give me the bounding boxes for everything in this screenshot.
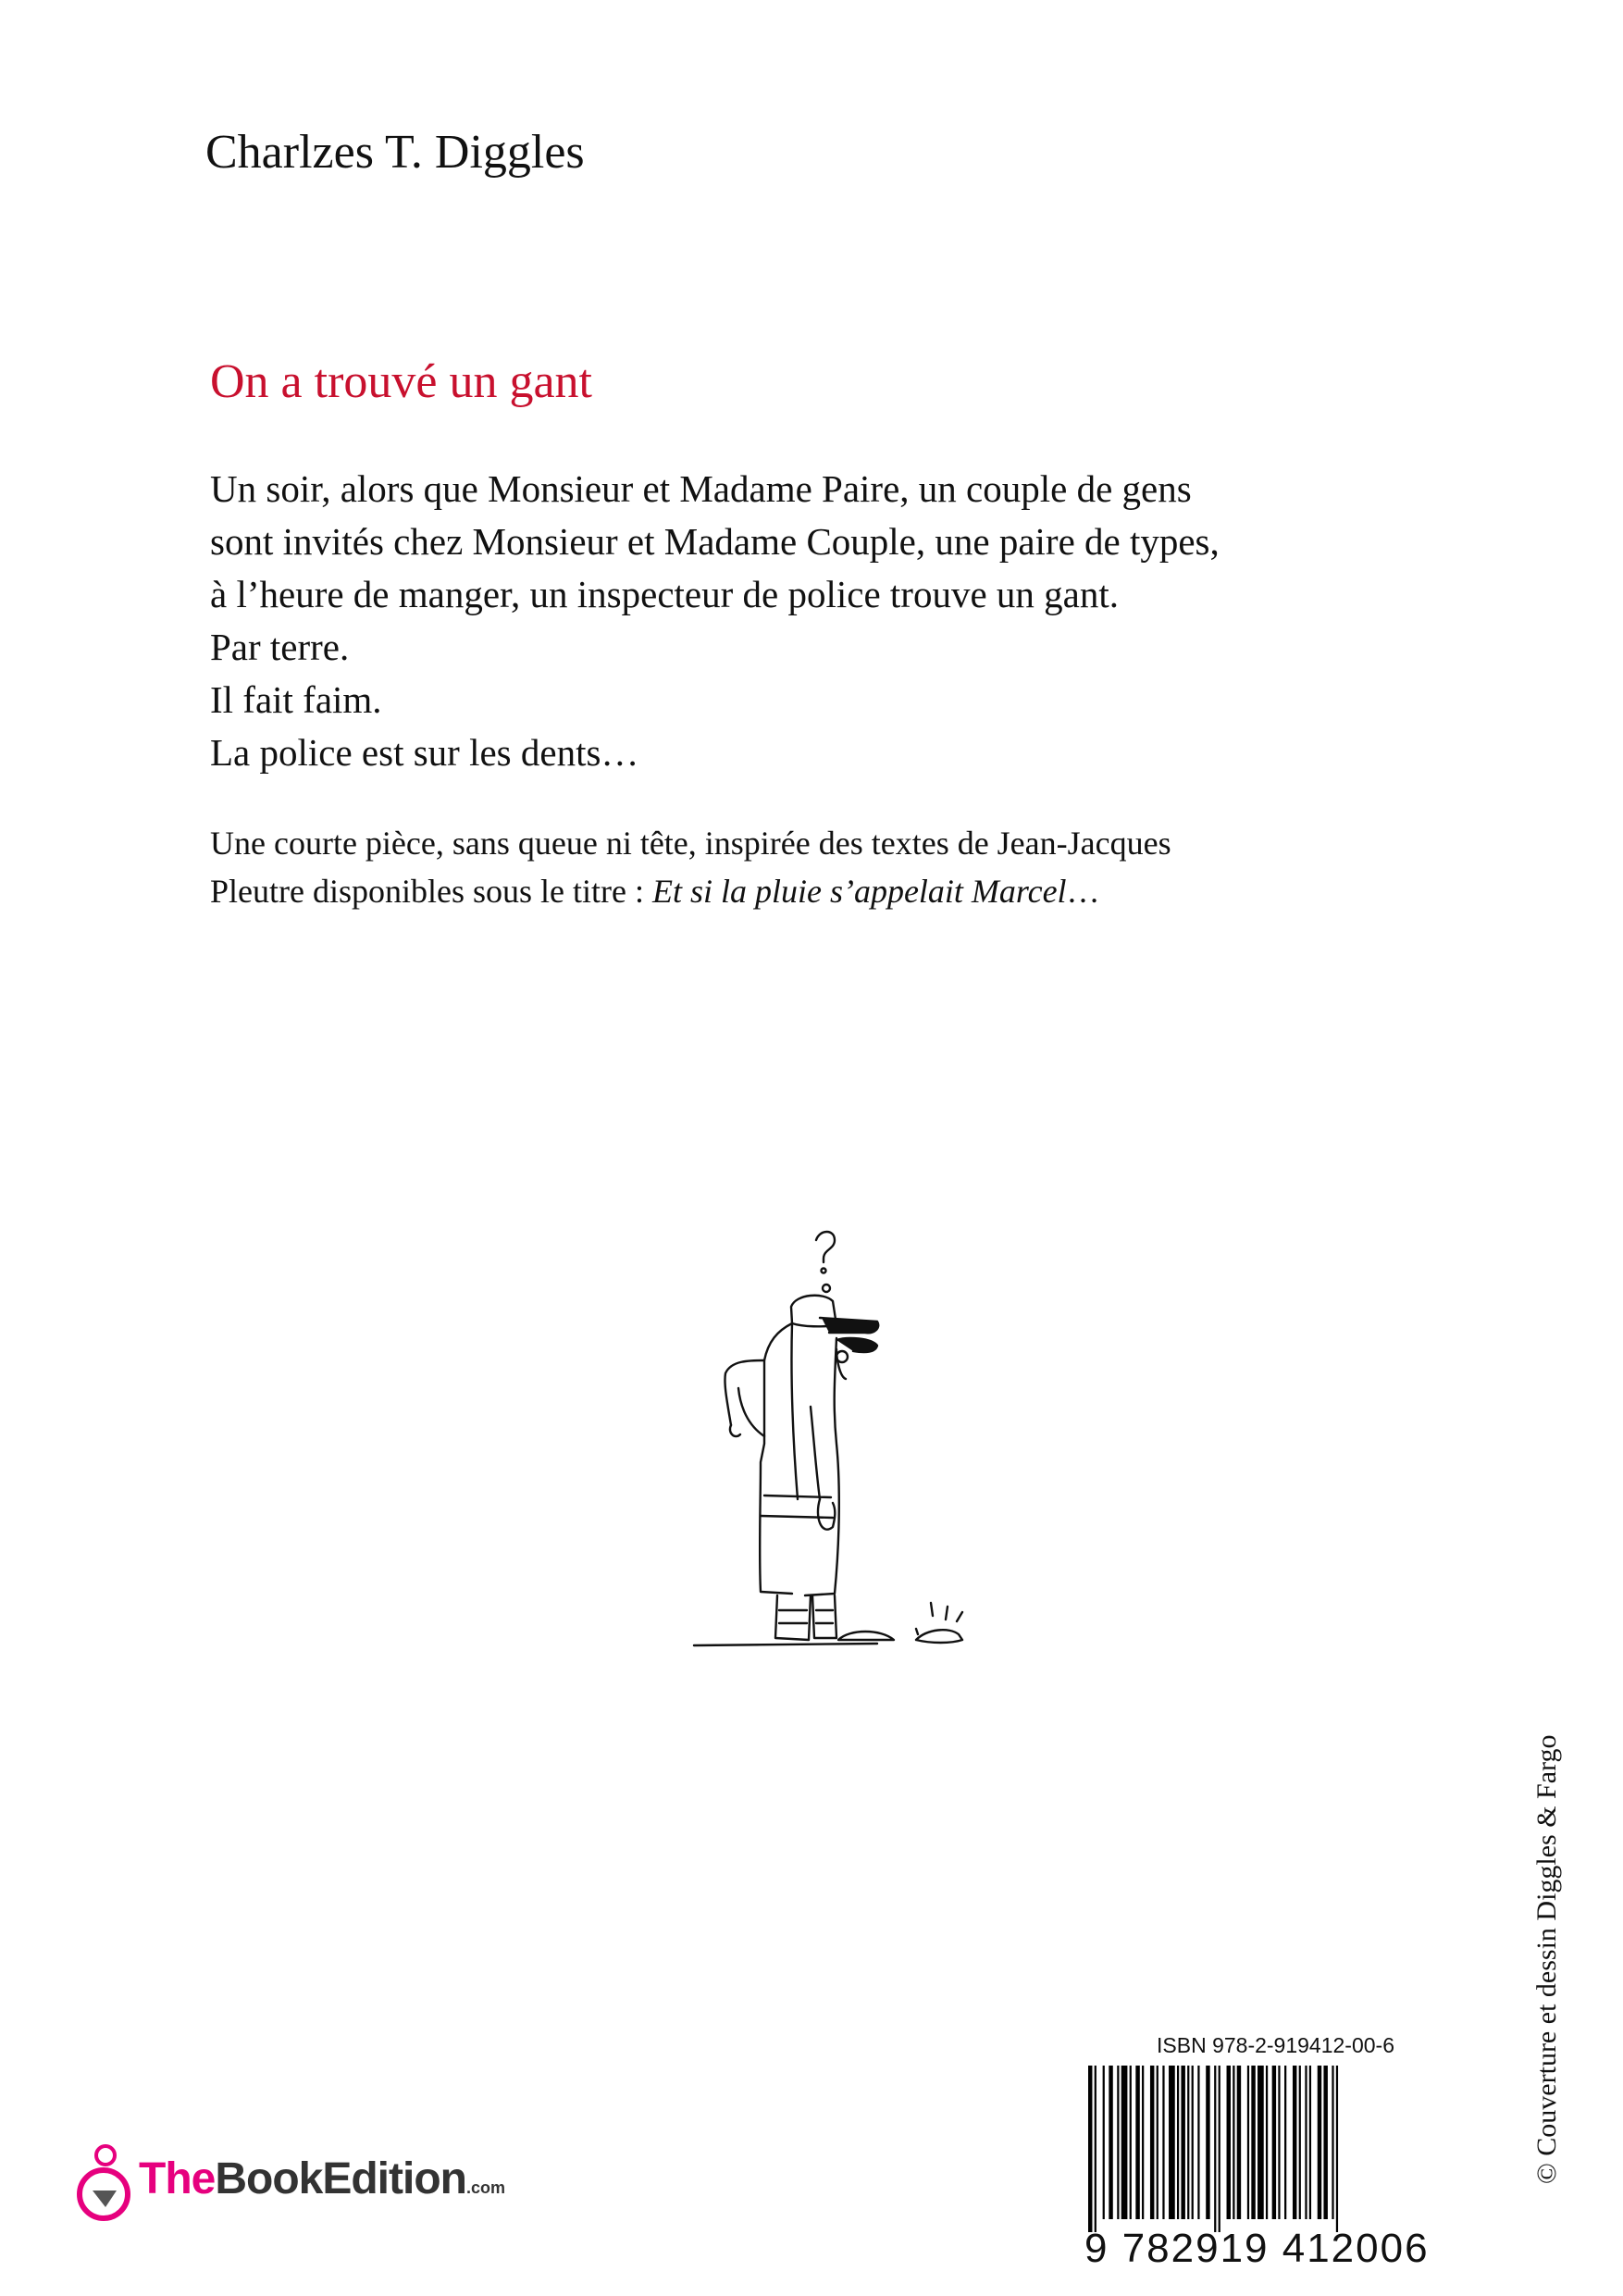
synopsis-line: Par terre. bbox=[210, 626, 350, 668]
author-name: Charlzes T. Diggles bbox=[205, 126, 585, 179]
publisher-name bbox=[139, 2153, 505, 2204]
synopsis-line: Un soir, alors que Monsieur et Madame Paire, un couple de gens bbox=[210, 467, 1192, 510]
question-mark-icon bbox=[816, 1232, 835, 1262]
note-ellipsis: … bbox=[1066, 873, 1100, 910]
note bbox=[210, 819, 1505, 915]
copyright-notice: © Couverture et dessin Diggles & Fargo bbox=[1531, 1734, 1562, 2184]
publisher-domain-suffix: .com bbox=[465, 2178, 505, 2197]
publisher-logo-icon bbox=[74, 2142, 133, 2226]
note-text: Pleutre disponibles sous le titre : bbox=[210, 873, 652, 910]
glove-icon bbox=[916, 1630, 962, 1643]
barcode bbox=[1084, 2066, 1438, 2232]
inspector-illustration bbox=[638, 1222, 972, 1657]
publisher-name-part1: The bbox=[139, 2154, 216, 2203]
barcode-digits: 9 782919 412006 bbox=[1084, 2226, 1430, 2271]
synopsis-line: La police est sur les dents… bbox=[210, 731, 639, 774]
synopsis-line: Il fait faim. bbox=[210, 678, 382, 721]
publisher-name-part2: BookEdition bbox=[215, 2154, 466, 2203]
synopsis bbox=[210, 463, 1505, 779]
note-line: Une courte pièce, sans queue ni tête, inspirée des textes de Jean-Jacques bbox=[210, 825, 1171, 862]
synopsis-line: à l’heure de manger, un inspecteur de police trouve un gant. bbox=[210, 573, 1119, 615]
publisher-logo bbox=[74, 2142, 592, 2226]
book-title: On a trouvé un gant bbox=[210, 355, 593, 408]
note-reference-title: Et si la pluie s’appelait Marcel bbox=[651, 873, 1067, 910]
note-line bbox=[210, 867, 1505, 915]
synopsis-line: sont invités chez Monsieur et Madame Couple, une paire de types, bbox=[210, 520, 1220, 563]
isbn-label: ISBN 978-2-919412-00-6 bbox=[1157, 2033, 1394, 2057]
